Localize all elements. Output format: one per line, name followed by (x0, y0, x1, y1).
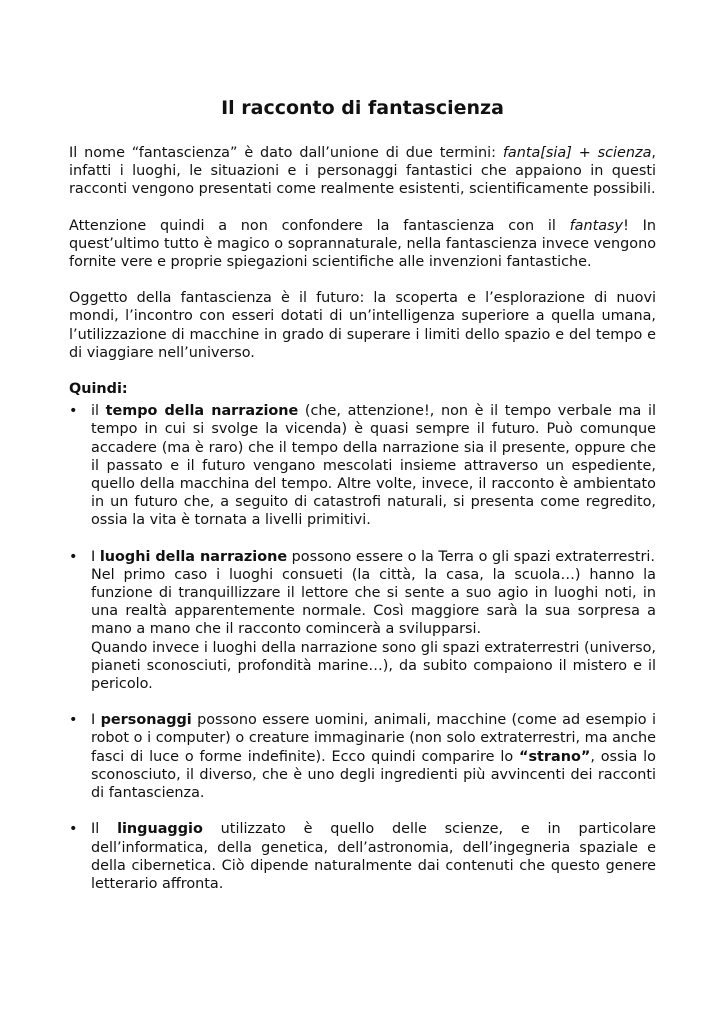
object-paragraph: Oggetto della fantascienza è il futuro: la scoperta e l’esplorazione di nuovi mondi, l’incontro con esseri dotati di un’intelligenza superiore a quella umana, l’utilizzazione di macchine in grado di superare i limiti dello spazio e del tempo e di viaggiare nell’universo. (69, 290, 656, 361)
item-bold-term: personaggi (100, 712, 192, 729)
item-text-a: I (91, 548, 100, 565)
intro-italic-term: fanta[sia] + scienza (502, 145, 652, 161)
item-text-a: il (91, 403, 106, 420)
list-item-luoghi (69, 548, 656, 694)
item-text-b: possono essere uomini, animali, macchine (come ad esempio i robot o i computer) o creature immaginarie (non solo extraterrestri, ma anche fasci di luce o forme indefinite). Ecco quindi comparire lo (91, 712, 656, 765)
intro-text-b: , infatti i luoghi, le situazioni e i personaggi fantastici che appaiono in questi racconti vengono presentati come realmente esistenti, scientificamente possibili. (69, 145, 656, 198)
bullet-icon: • (69, 712, 78, 729)
item-bold-term: linguaggio (117, 821, 203, 838)
intro-paragraph (69, 144, 656, 199)
item-bold-term: luoghi della narrazione (99, 548, 288, 565)
item-text-b: (che, attenzione!, non è il tempo verbale ma il tempo in cui si svolge la vicenda) è quasi sempre il futuro. Può comunque accadere (ma è raro) che il tempo della narrazione sia il presente, oppure che il passato e il futuro vengano mescolati insieme attraverso un espediente, quello della macchina del tempo. Altre volte, invece, il racconto è ambientato in un futuro che, a seguito di catastrofi naturali, si presenta come regredito, ossia la vita è tornata a livelli primitivi. (91, 403, 656, 529)
fantasy-text-b: ! In quest’ultimo tutto è magico o soprannaturale, nella fantascienza invece vengono fornite vere e proprie spiegazioni scientifiche alle invenzioni fantastiche. (69, 217, 656, 271)
document-page (69, 96, 656, 911)
item-bold-term-strano: “strano” (519, 748, 591, 765)
fantasy-paragraph (69, 217, 656, 272)
item-text-b: utilizzato è quello delle scienze, e in particolare dell’informatica, della genetica, dell’astronomia, dell’ingegneria spaziale e della cibernetica. Ciò dipende naturalmente dai contenuti che questo genere letterario affronta. (91, 821, 656, 892)
bullet-icon: • (69, 548, 78, 565)
item-text-c: , ossia lo sconosciuto, il diverso, che è uno degli ingredienti più avvincenti dei racconti di fantascienza. (91, 748, 656, 802)
intro-text-a: Il nome “fantascienza” è dato dall’unione di due termini: (69, 145, 503, 161)
bullet-list (69, 402, 656, 893)
item-text-b: possono essere o la Terra o gli spazi extraterrestri. (287, 548, 655, 565)
item-text-a: Il (91, 821, 118, 838)
item-text-d: Quando invece i luoghi della narrazione sono gli spazi extraterrestri (universo, pianeti sconosciuti, profondità marine…), da subito compaiono il mistero e il pericolo. (91, 639, 656, 693)
bullet-icon: • (69, 403, 78, 420)
page-title: Il racconto di fantascienza (221, 97, 504, 119)
fantasy-text-a: Attenzione quindi a non confondere la fantascienza con il (69, 217, 570, 234)
item-bold-term: tempo della narrazione (105, 403, 299, 420)
fantasy-italic-term: fantasy (569, 217, 624, 234)
list-item-linguaggio (69, 820, 656, 893)
item-text-c: Nel primo caso i luoghi consueti (la città, la casa, la scuola…) hanno la funzione di tranquillizzare il lettore che si sente a suo agio in luoghi noti, in una realtà apparentemente normale. Così maggiore sarà la sua sorpresa a mano a mano che il racconto comincerà a svilupparsi. (91, 566, 656, 638)
list-item-personaggi (69, 711, 656, 802)
list-item-tempo (69, 402, 656, 529)
bullet-icon: • (69, 821, 78, 838)
quindi-heading: Quindi: (69, 381, 128, 398)
item-text-a: I (91, 712, 101, 729)
